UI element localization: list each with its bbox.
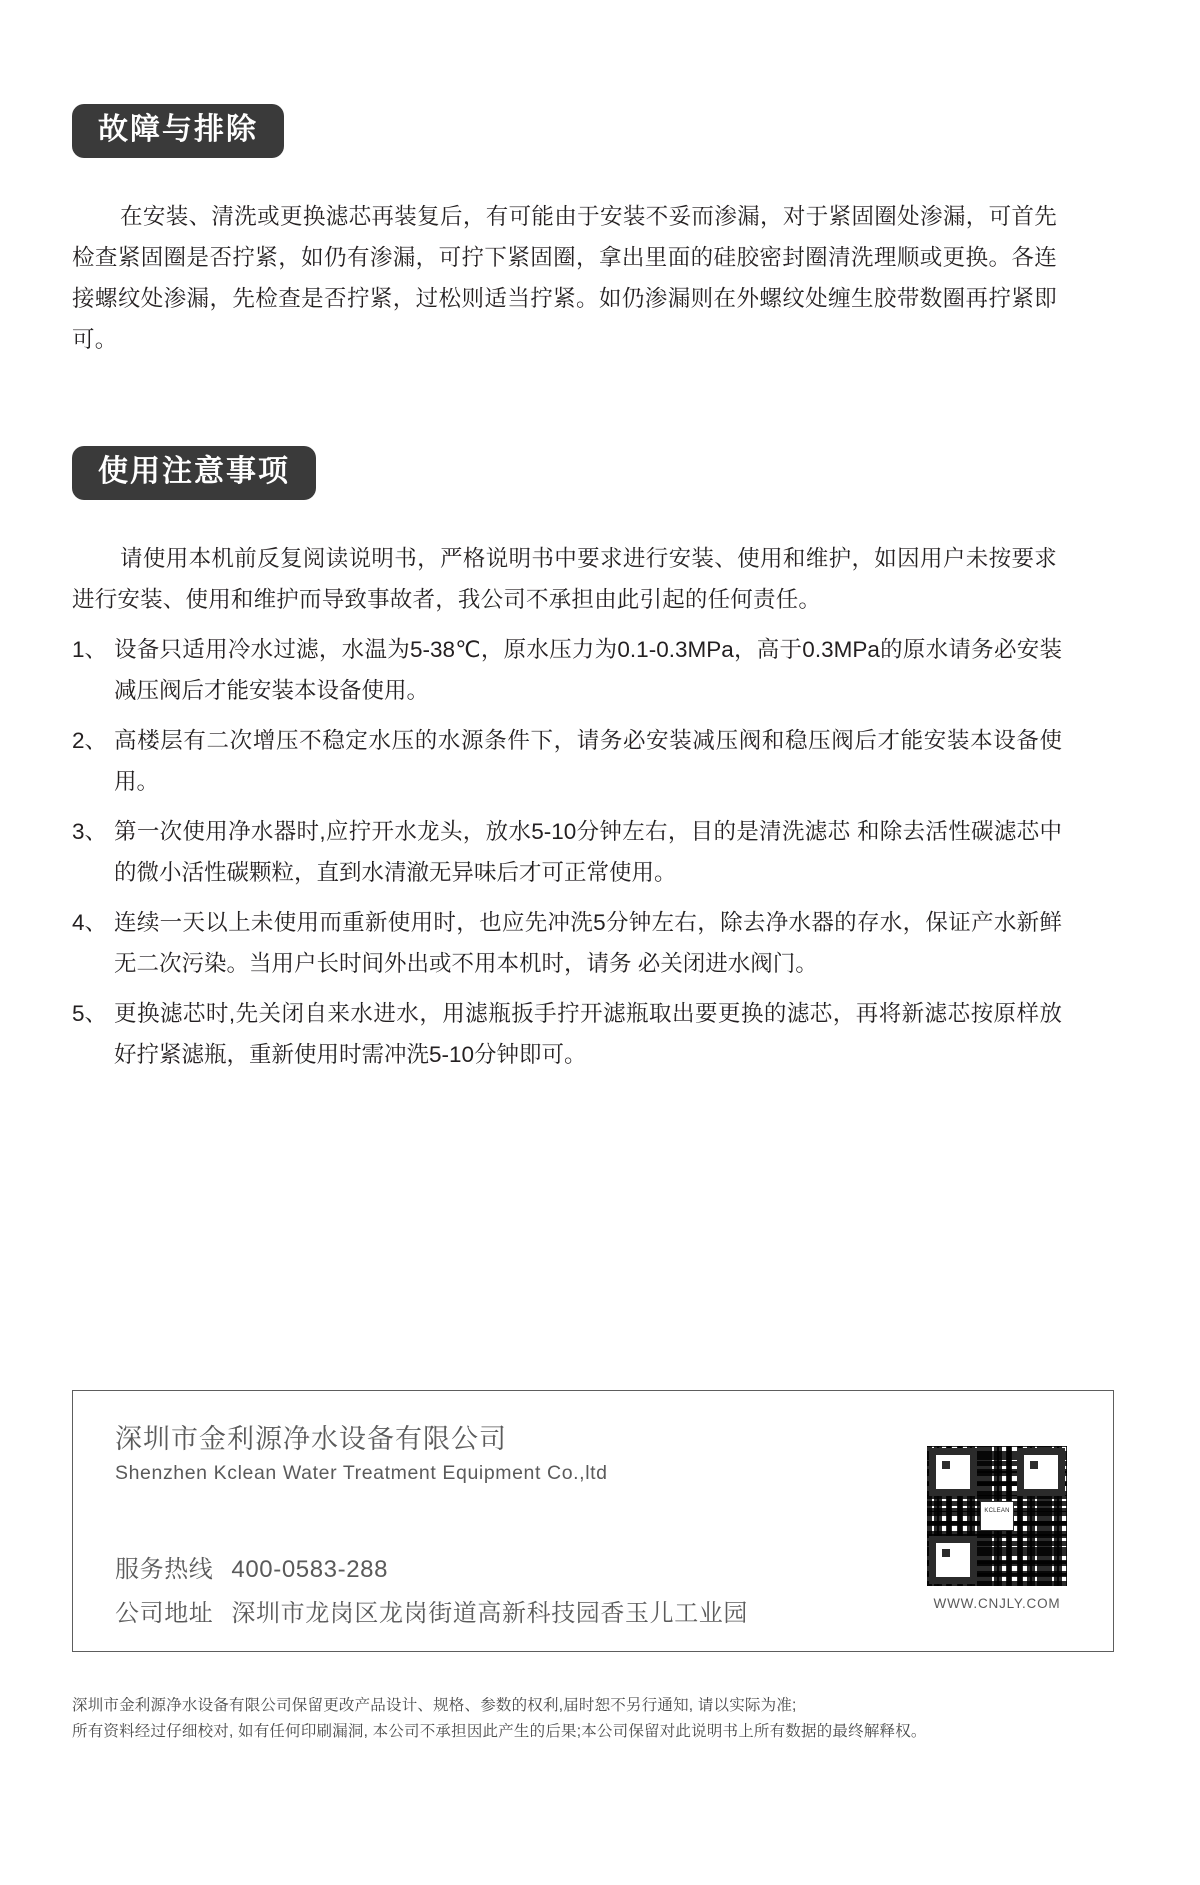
list-item <box>72 629 1062 711</box>
qr-caption: WWW.CNJLY.COM <box>933 1596 1061 1611</box>
manual-page <box>0 104 1200 1885</box>
list-item <box>72 902 1062 984</box>
list-item-text: 设备只适用冷水过滤，水温为5-38℃，原水压力为0.1-0.3MPa，高于0.3MPa的原水请务必安装减压阀后才能安装本设备使用。 <box>114 637 1062 703</box>
list-item-marker: 2、 <box>72 728 108 753</box>
list-item-text: 连续一天以上未使用而重新使用时，也应先冲洗5分钟左右，除去净水器的存水，保证产水新鲜无二次污染。当用户长时间外出或不用本机时，请务 必关闭进水阀门。 <box>114 910 1062 976</box>
company-address <box>115 1593 748 1628</box>
list-item <box>72 811 1062 893</box>
list-item-marker: 3、 <box>72 819 108 844</box>
list-item-text: 更换滤芯时,先关闭自来水进水，用滤瓶扳手拧开滤瓶取出要更换的滤芯，再将新滤芯按原样放好拧紧滤瓶，重新使用时需冲洗5-10分钟即可。 <box>114 1001 1062 1067</box>
company-name-en: Shenzhen Kclean Water Treatment Equipment Co.,ltd <box>115 1462 608 1484</box>
usage-notes-heading: 使用注意事项 <box>72 446 316 500</box>
list-item-marker: 5、 <box>72 1001 108 1026</box>
troubleshooting-heading: 故障与排除 <box>72 104 284 158</box>
troubleshooting-paragraph: 在安装、清洗或更换滤芯再装复后，有可能由于安装不妥而渗漏，对于紧固圈处渗漏，可首先检查紧固圈是否拧紧，如仍有渗漏，可拧下紧固圈，拿出里面的硅胶密封圈清洗理顺或更换。各连接螺纹处渗漏，先检查是否拧紧，过松则适当拧紧。如仍渗漏则在外螺纹处缠生胶带数圈再拧紧即可。 <box>72 204 1057 352</box>
qr-logo-text: KCLEAN <box>980 1501 1014 1531</box>
usage-notes-intro: 请使用本机前反复阅读说明书，严格说明书中要求进行安装、使用和维护，如因用户未按要求进行安装、使用和维护而导致事故者，我公司不承担由此引起的任何责任。 <box>72 546 1057 612</box>
hotline-label: 服务热线 <box>115 1556 214 1583</box>
troubleshooting-heading-wrap <box>72 104 1128 158</box>
disclaimer <box>72 1693 1122 1745</box>
hotline-value: 400-0583-288 <box>231 1556 389 1583</box>
company-info-box <box>72 1390 1114 1652</box>
list-item-text: 高楼层有二次增压不稳定水压的水源条件下，请务必安装减压阀和稳压阀后才能安装本设备使用。 <box>114 728 1062 794</box>
usage-notes-list <box>72 629 1062 1075</box>
disclaimer-line-2: 所有资料经过仔细校对, 如有任何印刷漏洞, 本公司不承担因此产生的后果;本公司保留对此说明书上所有数据的最终解释权。 <box>72 1723 927 1740</box>
qr-code-block <box>923 1443 1071 1611</box>
qr-finder-bottom-left <box>929 1536 977 1584</box>
list-item <box>72 993 1062 1075</box>
qr-finder-top-left <box>929 1448 977 1496</box>
address-label: 公司地址 <box>115 1600 214 1627</box>
list-item-marker: 4、 <box>72 910 108 935</box>
list-item-text: 第一次使用净水器时,应拧开水龙头，放水5-10分钟左右，目的是清洗滤芯 和除去活性碳滤芯中的微小活性碳颗粒，直到水清澈无异味后才可正常使用。 <box>114 819 1062 885</box>
company-hotline <box>115 1549 388 1584</box>
qr-finder-top-right <box>1017 1448 1065 1496</box>
list-item <box>72 720 1062 802</box>
company-name-cn: 深圳市金利源净水设备有限公司 <box>115 1424 507 1454</box>
qr-code-icon <box>924 1443 1070 1589</box>
disclaimer-line-1: 深圳市金利源净水设备有限公司保留更改产品设计、规格、参数的权利,届时恕不另行通知, 请以实际为准; <box>72 1697 797 1714</box>
usage-notes-heading-wrap <box>72 446 1128 500</box>
address-value: 深圳市龙岗区龙岗街道高新科技园香玉儿工业园 <box>231 1600 749 1627</box>
list-item-marker: 1、 <box>72 637 108 662</box>
